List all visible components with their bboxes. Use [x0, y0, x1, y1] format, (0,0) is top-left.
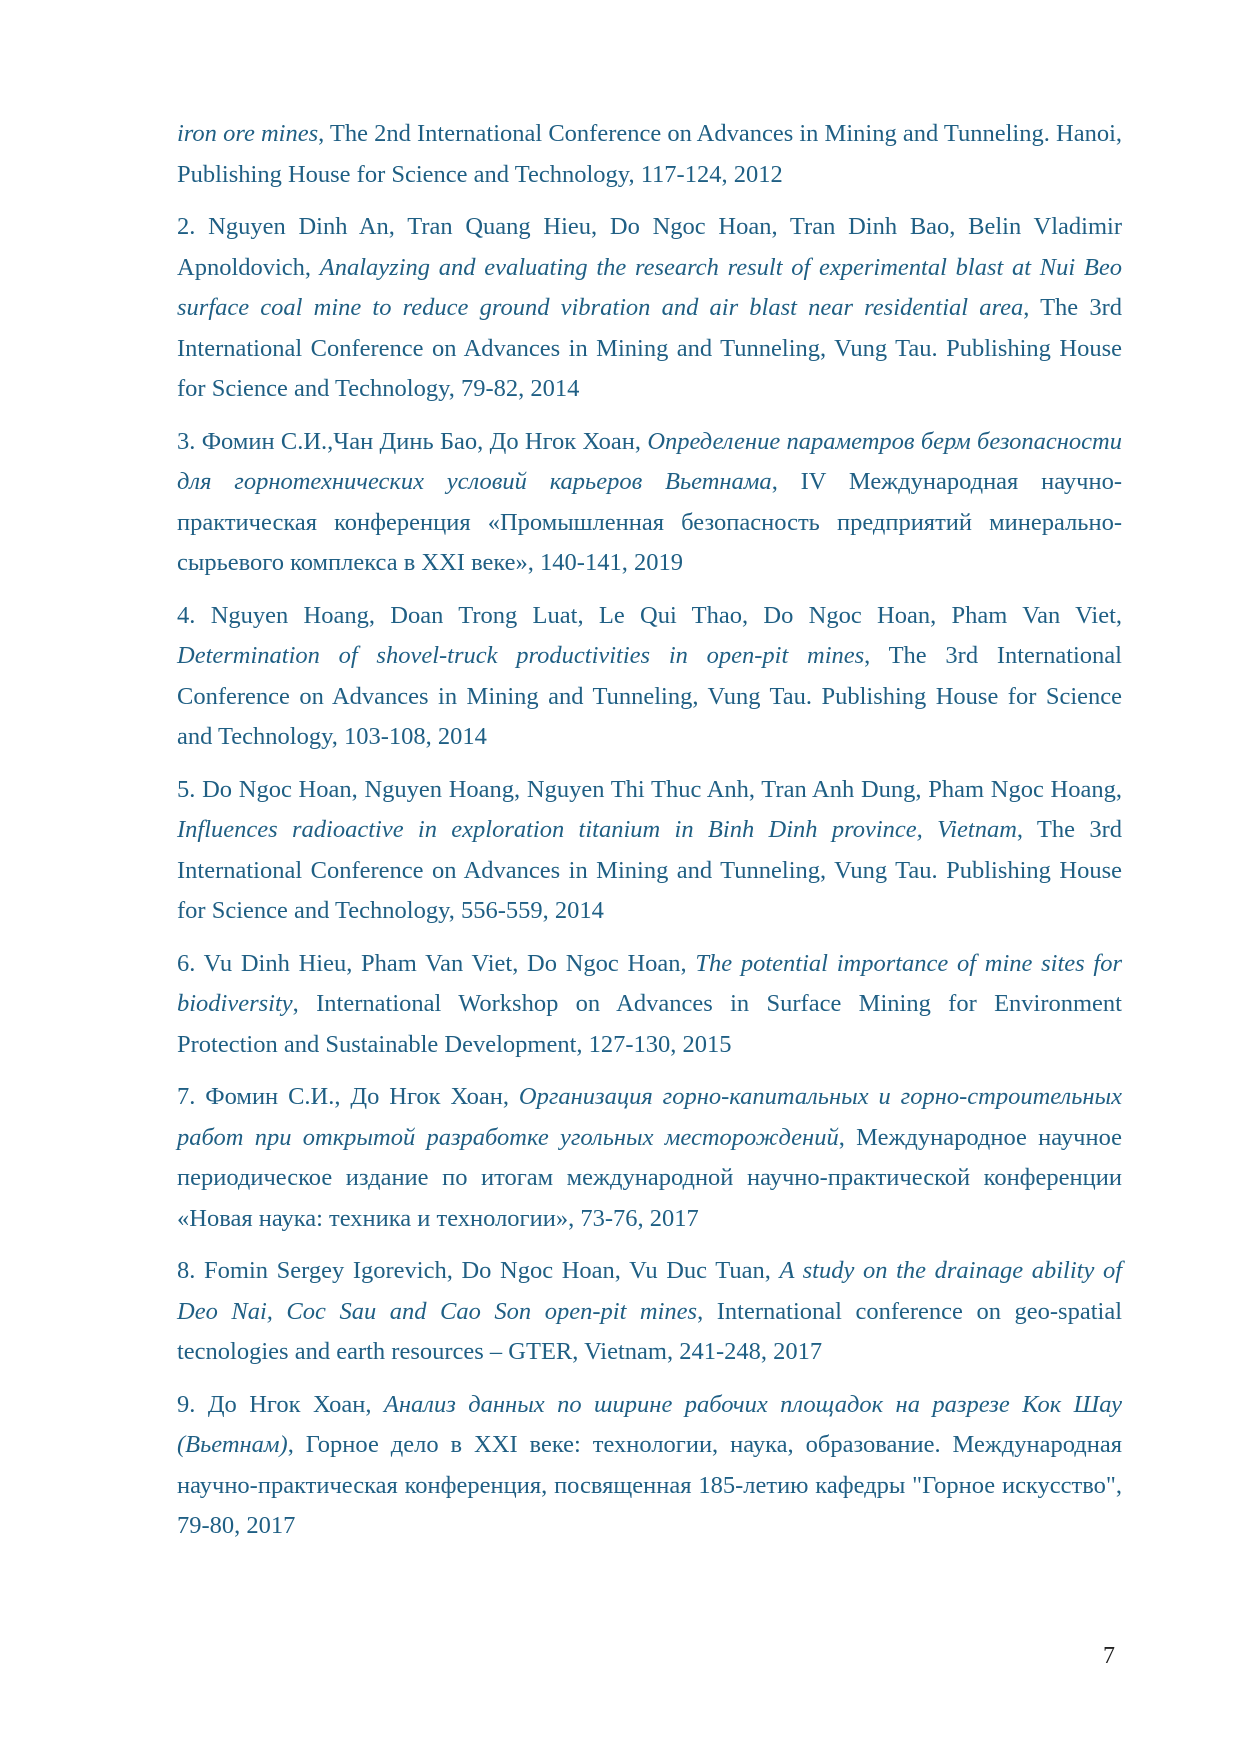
reference-item: [177, 207, 1122, 410]
reference-item: [177, 944, 1122, 1066]
reference-title: Determination of shovel-truck productivities in open-pit mines: [177, 642, 865, 669]
reference-authors: До Нгок Хоан,: [207, 1390, 384, 1418]
reference-title: Analayzing and evaluating the research result of experimental blast at Nui Beo surface coal mine to reduce ground vibration and air blast near residential area: [177, 253, 1122, 321]
reference-item: [177, 114, 1122, 195]
reference-title: Анализ данных по ширине рабочих площадок на разрезе Кок Шау (Вьетнам): [177, 1390, 1122, 1458]
reference-authors: Фомин С.И.,Чан Динь Бао, До Нгок Хоан,: [201, 427, 648, 455]
reference-item: [177, 1251, 1122, 1373]
reference-details: , The 3rd International Conference on Advances in Mining and Tunneling, Vung Tau. Publishing House for Science and Technology, 79-82, 2014: [177, 294, 1122, 402]
reference-item: [177, 422, 1122, 584]
reference-details: , IV Международная научно-практическая конференция «Промышленная безопасность предприятий минерально-сырьевого комплекса в XXI веке», 140-141, 2019: [177, 468, 1122, 576]
reference-authors: Фомин С.И., До Нгок Хоан,: [205, 1083, 519, 1110]
reference-details: , International Workshop on Advances in Surface Mining for Environment Protection and Sustainable Development, 127-130, 2015: [177, 990, 1122, 1058]
reference-authors: Fomin Sergey Igorevich, Do Ngoc Hoan, Vu Duc Tuan,: [204, 1257, 780, 1284]
reference-authors: Vu Dinh Hieu, Pham Van Viet, Do Ngoc Hoan,: [203, 949, 696, 977]
reference-authors: Do Ngoc Hoan, Nguyen Hoang, Nguyen Thi Thuc Anh, Tran Anh Dung, Pham Ngoc Hoang,: [202, 775, 1122, 803]
reference-item: [177, 770, 1122, 932]
reference-item: [177, 1385, 1122, 1547]
reference-number: 8.: [177, 1257, 205, 1284]
reference-title: The potential importance of mine sites for biodiversity: [177, 949, 1122, 1017]
reference-details: , The 2nd International Conference on Advances in Mining and Tunneling. Hanoi, Publishing House for Science and Technology, 117-124, 2012: [177, 120, 1122, 188]
reference-details: , The 3rd International Conference on Advances in Mining and Tunneling, Vung Tau. Publishing House for Science and Technology, 103-108, 2014: [177, 642, 1122, 750]
reference-number: 2.: [177, 213, 209, 240]
reference-details: , International conference on geo-spatial tecnologies and earth resources – GTER, Vietnam, 241-248, 2017: [177, 1297, 1123, 1365]
reference-number: 4.: [177, 601, 211, 629]
reference-title: A study on the drainage ability of Deo Nai, Coc Sau and Cao Son open-pit mines: [177, 1257, 1123, 1325]
reference-title: Организация горно-капитальных и горно-строительных работ при открытой разработке угольных месторождений: [177, 1083, 1122, 1151]
reference-details: , Горное дело в XXI веке: технологии, наука, образование. Международная научно-практическая конференция, посвященная 185-летию кафедры "Горное искусство", 79-80, 2017: [177, 1431, 1122, 1539]
reference-number: 9.: [177, 1390, 208, 1418]
reference-details: , The 3rd International Conference on Advances in Mining and Tunneling, Vung Tau. Publishing House for Science and Technology, 556-559, 2014: [177, 816, 1122, 924]
reference-number: 5.: [177, 775, 203, 803]
reference-authors: Nguyen Hoang, Doan Trong Luat, Le Qui Thao, Do Ngoc Hoan, Pham Van Viet,: [210, 601, 1123, 629]
reference-title: iron ore mines: [177, 120, 319, 147]
reference-details: , Международное научное периодическое издание по итогам международной научно-практической конференции «Новая наука: техника и технологии», 73-76, 2017: [177, 1123, 1122, 1232]
reference-number: 3.: [177, 427, 202, 455]
reference-number: 7.: [177, 1083, 206, 1110]
reference-list: [177, 114, 1122, 1559]
page-number: 7: [1103, 1643, 1115, 1669]
reference-title: Определение параметров берм безопасности для горнотехнических условий карьеров Вьетнама: [177, 427, 1122, 495]
reference-number: 6.: [177, 949, 204, 977]
reference-title: Influences radioactive in exploration titanium in Binh Dinh province, Vietnam: [177, 816, 1017, 843]
reference-authors: Nguyen Dinh An, Tran Quang Hieu, Do Ngoc Hoan, Tran Dinh Bao, Belin Vladimir Apnoldovich,: [177, 213, 1122, 281]
reference-item: [177, 1077, 1122, 1239]
reference-item: [177, 596, 1122, 758]
